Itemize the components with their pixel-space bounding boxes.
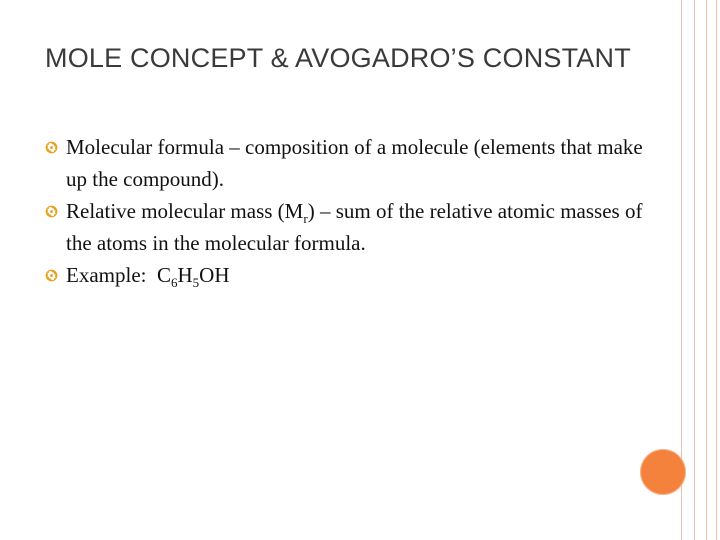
bullet-text: ) – sum of the relative atomic masses of the atoms in the molecular formula. [66, 199, 643, 255]
formula-part: H [177, 263, 193, 287]
bullet-item [45, 131, 645, 195]
bullet-text: Molecular formula – composition of a molecule (elements that make up the compound). [66, 135, 643, 191]
bullet-list [45, 131, 645, 291]
formula-subscript: 6 [171, 275, 178, 290]
chemical-formula [156, 263, 230, 290]
bullet-item [45, 195, 645, 259]
formula-part: C [156, 263, 171, 287]
accent-circle [640, 449, 686, 495]
decorative-border-line [694, 0, 695, 540]
decorative-border-line [716, 0, 717, 540]
bullet-text: Relative molecular mass (M [66, 199, 304, 223]
formula-part: OH [199, 263, 230, 287]
formula-subscript: 5 [192, 275, 200, 290]
subscript: r [303, 211, 308, 226]
gear-icon [45, 141, 58, 154]
example-label: Example: [66, 263, 147, 287]
decorative-border-line [706, 0, 707, 540]
gear-icon [45, 269, 58, 282]
slide-title: MOLE CONCEPT & AVOGADRO’S CONSTANT [45, 43, 631, 73]
bullet-item [45, 259, 645, 291]
gear-icon [45, 205, 58, 218]
